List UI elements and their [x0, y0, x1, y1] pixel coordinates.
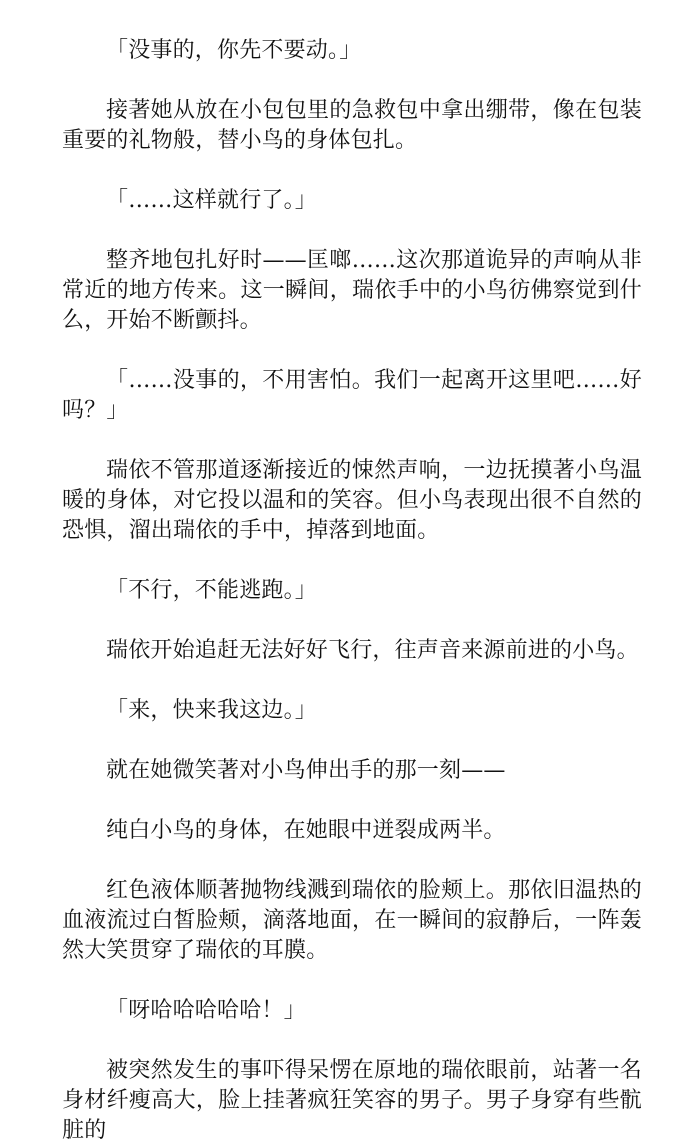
paragraph-8: 瑞依开始追赶无法好好飞行，往声音来源前进的小鸟。 [106, 638, 639, 663]
paragraph-2: 接著她从放在小包包里的急救包中拿出绷带，像在包装重要的礼物般，替小鸟的身体包扎。 [62, 98, 642, 153]
paragraph-5: 「……没事的，不用害怕。我们一起离开这里吧……好吗？」 [62, 368, 642, 423]
paragraph-9: 「来，快来我这边。」 [106, 698, 318, 723]
paragraph-14: 被突然发生的事吓得呆愣在原地的瑞依眼前，站著一名身材纤瘦高大，脸上挂著疯狂笑容的男子。男子身穿有些骯脏的 [62, 1058, 642, 1143]
paragraph-7: 「不行，不能逃跑。」 [106, 578, 318, 603]
paragraph-6: 瑞依不管那道逐渐接近的悚然声响，一边抚摸著小鸟温暖的身体，对它投以温和的笑容。但小鸟表现出很不自然的恐惧，溜出瑞依的手中，掉落到地面。 [62, 458, 642, 543]
paragraph-3: 「……这样就行了。」 [106, 188, 318, 213]
paragraph-1: 「没事的，你先不要动。」 [106, 38, 362, 63]
paragraph-13: 「呀哈哈哈哈哈！」 [106, 998, 306, 1023]
paragraph-12: 红色液体顺著抛物线溅到瑞依的脸颊上。那依旧温热的血液流过白皙脸颊，滴落地面，在一瞬间的寂静后，一阵轰然大笑贯穿了瑞依的耳膜。 [62, 878, 642, 963]
paragraph-11: 纯白小鸟的身体，在她眼中迸裂成两半。 [106, 818, 506, 843]
paragraph-10: 就在她微笑著对小鸟伸出手的那一刻—— [106, 758, 506, 783]
paragraph-4: 整齐地包扎好时——匡啷……这次那道诡异的声响从非常近的地方传来。这一瞬间，瑞依手中的小鸟彷佛察觉到什么，开始不断颤抖。 [62, 248, 642, 333]
